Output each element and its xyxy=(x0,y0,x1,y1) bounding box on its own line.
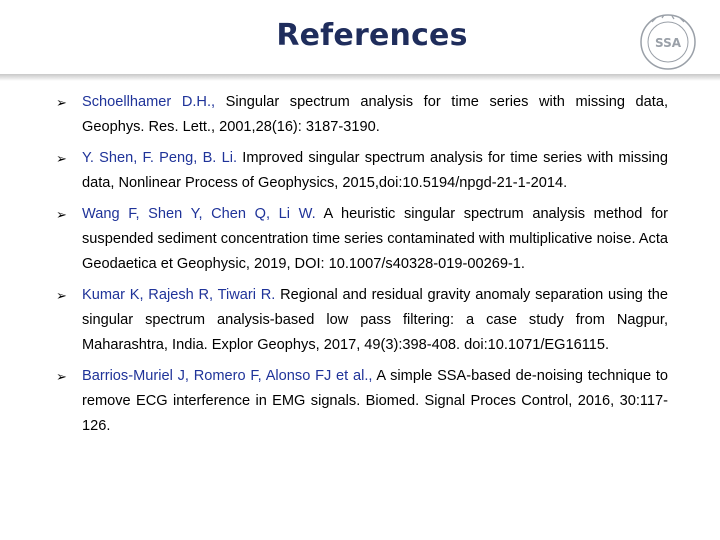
reference-authors: Schoellhamer D.H., xyxy=(82,94,216,110)
arrow-bullet-icon: ➢ xyxy=(56,288,67,303)
reference-text: A simple SSA-based de-noising technique to remove ECG interference in EMG signals. Biomed. Signal Proces Control, 2016, 30:117-126. xyxy=(82,368,668,434)
arrow-bullet-icon: ➢ xyxy=(56,369,67,384)
reference-authors: Kumar K, Rajesh R, Tiwari R. xyxy=(82,287,276,303)
university-seal-logo xyxy=(638,12,698,72)
reference-text: Regional and residual gravity anomaly separation using the singular spectrum analysis-based low pass filtering: a case study from Nagpur, Maharashtra, India. Explor Geophys, 2017, 49(3):398-408. doi:10.1071/EG16115. xyxy=(82,287,668,353)
reference-list xyxy=(56,90,668,445)
reference-item xyxy=(56,90,668,140)
reference-item xyxy=(56,146,668,196)
reference-text: Improved singular spectrum analysis for time series with missing data, Nonlinear Process of Geophysics, 2015,doi:10.5194/npgd-21-1-2014. xyxy=(82,150,668,191)
reference-text: Singular spectrum analysis for time series with missing data, Geophys. Res. Lett., 2001,28(16): 3187-3190. xyxy=(82,94,668,135)
reference-authors: Barrios-Muriel J, Romero F, Alonso FJ et al., xyxy=(82,368,373,384)
page-title: References xyxy=(276,18,468,53)
header-divider xyxy=(0,74,720,81)
arrow-bullet-icon: ➢ xyxy=(56,151,67,166)
arrow-bullet-icon: ➢ xyxy=(56,95,67,110)
reference-item xyxy=(56,283,668,358)
reference-text: A heuristic singular spectrum analysis method for suspended sediment concentration time series contaminated with multiplicative noise. Acta Geodaetica et Geophysic, 2019, DOI: 10.1007/s40328-019-00269-1. xyxy=(82,206,668,272)
reference-authors: Wang F, Shen Y, Chen Q, Li W. xyxy=(82,206,316,222)
seal-text: SSA xyxy=(654,36,682,50)
reference-item xyxy=(56,364,668,439)
reference-item xyxy=(56,202,668,277)
arrow-bullet-icon: ➢ xyxy=(56,207,67,222)
reference-authors: Y. Shen, F. Peng, B. Li. xyxy=(82,150,238,166)
